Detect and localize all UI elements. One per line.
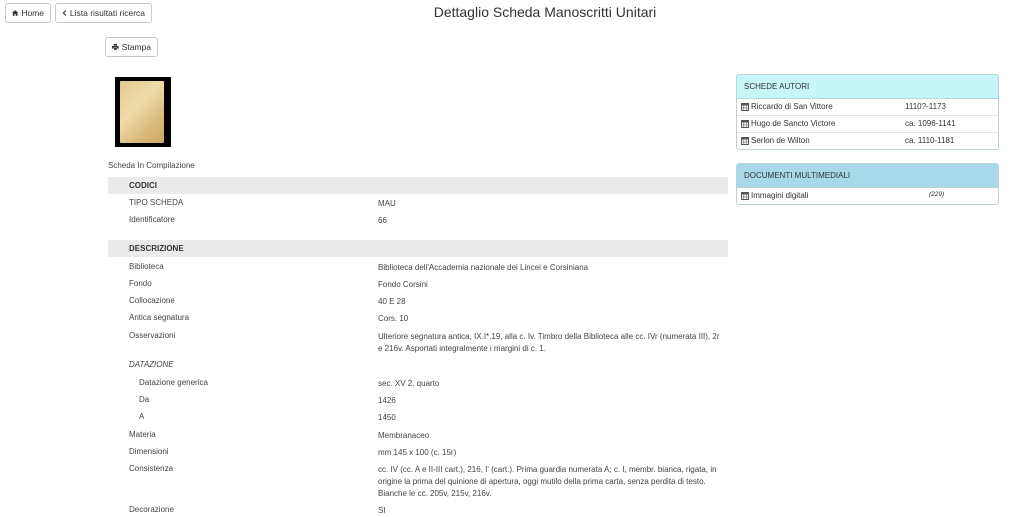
author-dates: ca. 1110-1181	[905, 136, 955, 145]
section-header-codici: CODICI	[108, 177, 728, 194]
home-button-label: Home	[21, 8, 44, 18]
media-row[interactable]	[737, 188, 998, 204]
page-title: Dettaglio Scheda Manoscritti Unitari	[433, 4, 657, 20]
author-row[interactable]	[737, 99, 998, 116]
field-value: 1426	[378, 396, 396, 405]
field-label: Osservazioni	[129, 331, 176, 340]
authors-panel-header: SCHEDE AUTORI	[737, 75, 998, 99]
field-label: Identificatore	[129, 215, 175, 224]
field-value: 40 E 28	[378, 297, 406, 306]
field-value: Membranaceo	[378, 431, 430, 440]
author-name: Serlon de Wilton	[751, 136, 810, 145]
print-button[interactable]	[105, 37, 158, 57]
media-link[interactable]	[741, 191, 808, 200]
field-value: Fondo Corsini	[378, 280, 428, 289]
author-name: Hugo de Sancto Victore	[751, 119, 836, 128]
field-label: Materia	[129, 430, 156, 439]
field-value: Cors. 10	[378, 314, 409, 323]
list-icon	[741, 192, 749, 200]
field-value: mm 145 x 100 (c. 15r)	[378, 448, 457, 457]
author-link[interactable]	[741, 136, 810, 145]
back-to-results-button[interactable]	[55, 3, 152, 23]
field-label: Consistenza	[129, 464, 174, 473]
field-label: Fondo	[129, 279, 152, 288]
media-panel	[736, 163, 999, 205]
manuscript-thumbnail[interactable]	[115, 77, 171, 147]
field-label: Decorazione	[129, 505, 174, 514]
field-label: Da	[139, 395, 150, 404]
author-name: Riccardo di San Vittore	[751, 102, 833, 111]
list-icon	[741, 137, 749, 145]
field-label: Antica segnatura	[129, 313, 190, 322]
author-dates: 1110?-1173	[905, 102, 946, 111]
authors-panel	[736, 74, 999, 150]
media-panel-header: DOCUMENTI MULTIMEDIALI	[737, 164, 998, 188]
author-link[interactable]	[741, 119, 835, 128]
section-header-descrizione: DESCRIZIONE	[108, 240, 728, 257]
field-label: Biblioteca	[129, 262, 164, 271]
field-label: Dimensioni	[129, 447, 169, 456]
author-link[interactable]	[741, 102, 833, 111]
print-button-label: Stampa	[121, 42, 151, 52]
group-label: DATAZIONE	[129, 360, 174, 369]
chevron-left-icon	[62, 9, 67, 17]
list-icon	[741, 120, 749, 128]
field-value: SI	[378, 506, 386, 515]
field-value: sec. XV 2. quarto	[378, 379, 440, 388]
field-value: cc. IV (cc. A e II-III cart.), 216, I' (cart.). Prima guardia numerata A; c. I, membr. bianca, rigata, in origine la prima del quinione di apertura, oggi mutilo della prima carta, senza perdita di testo. Bianche le cc. 205v, 215v, 216v.	[378, 465, 717, 498]
print-icon	[112, 43, 119, 51]
field-label: Collocazione	[129, 296, 175, 305]
field-value: MAU	[378, 199, 396, 208]
list-icon	[741, 103, 749, 111]
field-value: 66	[378, 216, 387, 225]
field-value: Ulteriore segnatura antica, IX.I*.19, alla c. Iv. Timbro della Biblioteca alle cc. IVr (numerata III), 2r e 216v. Asportati integralmente i margini di c. 1.	[378, 332, 720, 353]
back-button-label: Lista risultati ricerca	[69, 8, 145, 18]
field-label: Datazione generica	[139, 378, 208, 387]
home-icon	[12, 9, 18, 17]
media-count: (229)	[929, 191, 945, 198]
media-name: Immagini digitali	[751, 191, 809, 200]
author-dates: ca. 1096-1141	[905, 119, 956, 128]
manuscript-cover-image	[120, 81, 164, 143]
author-row[interactable]	[737, 133, 998, 149]
field-label: A	[139, 412, 145, 421]
author-row[interactable]	[737, 116, 998, 133]
field-label: TIPO SCHEDA	[129, 198, 184, 207]
field-value: Biblioteca dell'Accademia nazionale dei Lincei e Corsiniana	[378, 263, 589, 272]
home-button[interactable]	[5, 3, 51, 23]
field-value: 1450	[378, 413, 396, 422]
record-status: Scheda In Compilazione	[108, 161, 195, 170]
